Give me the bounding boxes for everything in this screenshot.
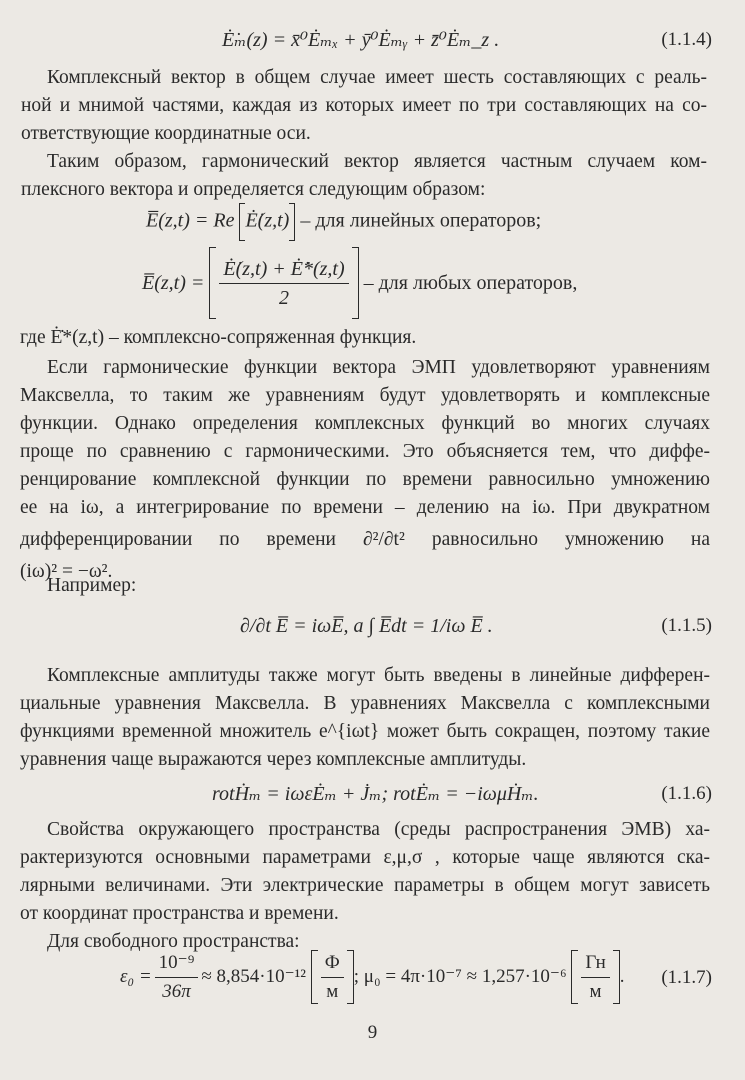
equation-left: E̅(z,t) = xyxy=(142,272,205,294)
mu-expression: ; μ₀ = 4π·10⁻⁷ ≈ 1,257·10⁻⁶ xyxy=(353,966,567,987)
equation-inner: Ė̇(z,t) xyxy=(245,209,290,232)
text-line: уравнения чаще выражаются через комплексные амплитуды. xyxy=(20,749,527,770)
text-line: Если гармонические функции вектора ЭМП удовлетворяют уравнениям xyxy=(47,357,710,378)
equation-number: (1.1.5) xyxy=(661,615,712,636)
epsilon-value: ≈ 8,854·10⁻¹² xyxy=(201,966,307,987)
text-line: Для свободного пространства: xyxy=(47,931,300,952)
text-line: ответствующие координатные оси. xyxy=(21,123,311,144)
equation-suffix: – для линейных операторов; xyxy=(300,209,542,232)
paragraph-example xyxy=(47,572,707,600)
equation-body: Ė̇ₘ(z) = x̄⁰Ėₘₓ + ȳ⁰Ėₘᵧ + z̄⁰Ėₘ_z . xyxy=(222,29,500,51)
paragraph-conjugate xyxy=(20,324,680,352)
text-line: Максвелла, то таким же уравнениям будут удовлетворять и комплексные xyxy=(20,385,710,406)
text-line: где Ė̇*(z,t) – комплексно-сопряженная функция. xyxy=(20,327,417,348)
text-line: ренцирование комплексной функции по времени равносильно умножению xyxy=(20,469,710,490)
paragraph-complex-vector xyxy=(21,64,707,148)
text-line: проще по сравнению с гармоническими. Это объясняется тем, что диффе- xyxy=(20,441,710,462)
paragraph-complex-amplitudes xyxy=(20,662,710,774)
text-line: Комплексные амплитуды также могут быть введены в линейные дифферен- xyxy=(47,665,710,686)
text-line: ной и мнимой частями, каждая из которых имеет по три составляющих на со- xyxy=(21,95,707,116)
text-line: циальные уравнения Максвелла. В уравнениях Максвелла с комплексными xyxy=(20,693,710,714)
epsilon-numerator: 10⁻⁹ xyxy=(155,951,199,978)
epsilon-left: ε₀ = xyxy=(120,966,152,987)
fraction-numerator: Ė̇(z,t) + Ė̇*(z,t) xyxy=(219,257,348,284)
paragraph-maxwell-complex xyxy=(20,354,710,586)
equation-suffix: – для любых операторов, xyxy=(363,272,578,294)
equation-number: (1.1.4) xyxy=(661,29,712,50)
equation-any-operators xyxy=(0,247,745,307)
equation-1-1-7: ε₀ = $\frac{\text{10⁻⁹}}{36\pi}$ ≈ 8,854·10⁻¹² $\frac{Ф}{м}$ ; μ₀ = 4π·10⁻⁷ ≈ 1,257·10⁻⁶ $\frac{Гн}{м}$ . (1.1.7) xyxy=(0,950,745,1010)
epsilon-unit-denominator: м xyxy=(326,980,339,1002)
equation-left: E̅(z,t) = Re xyxy=(146,209,235,232)
text-line: от координат пространства и времени. xyxy=(20,903,339,924)
paragraph-harmonic-vector xyxy=(21,148,707,204)
text-line: лярными величинами. Эти электрические параметры в общем могут зависеть xyxy=(20,875,710,896)
fraction-denominator: 2 xyxy=(279,286,289,309)
equation-number: (1.1.7) xyxy=(661,967,712,988)
text-line: Таким образом, гармонический вектор является частным случаем ком- xyxy=(47,151,707,172)
text-line: рактеризуются основными параметрами ε,μ,σ , которые чаще являются ска- xyxy=(20,847,710,868)
text-line: Например: xyxy=(47,575,137,596)
text-line: дифференцировании по времени ∂²/∂t² равносильно умножению на xyxy=(20,529,710,550)
text-line: Свойства окружающего пространства (среды распространения ЭМВ) ха- xyxy=(47,819,710,840)
equation-body: ∂/∂t E̅ = iωE̅, а ∫ E̅dt = 1/iω E̅ . xyxy=(240,615,493,637)
text-line: плексного вектора и определяется следующим образом: xyxy=(21,179,486,200)
epsilon-unit-numerator: Ф xyxy=(321,951,344,978)
paragraph-medium-properties xyxy=(20,816,710,928)
text-line: Комплексный вектор в общем случае имеет шесть составляющих с реаль- xyxy=(47,67,707,88)
epsilon-denominator: 36π xyxy=(162,980,191,1002)
equation-number: (1.1.6) xyxy=(661,783,712,804)
text-line: функции. Однако определения комплексных функций во многих случаях xyxy=(20,413,710,434)
text-line: ее на iω, а интегрирование по времени – делению на iω. При двукратном xyxy=(20,497,710,518)
text-line: (iω)² = −ω². xyxy=(20,561,113,582)
equation-body: rotḢₘ = iωεĖₘ + J̇ₘ; rotĖₘ = −iωμḢₘ. xyxy=(212,783,539,805)
mu-unit-denominator: м xyxy=(589,980,602,1002)
page-number: 9 xyxy=(367,1022,378,1043)
text-line: функциями временной множитель e^{iωt} может быть сокращен, поэтому такие xyxy=(20,721,710,742)
mu-unit-numerator: Гн xyxy=(581,951,609,978)
